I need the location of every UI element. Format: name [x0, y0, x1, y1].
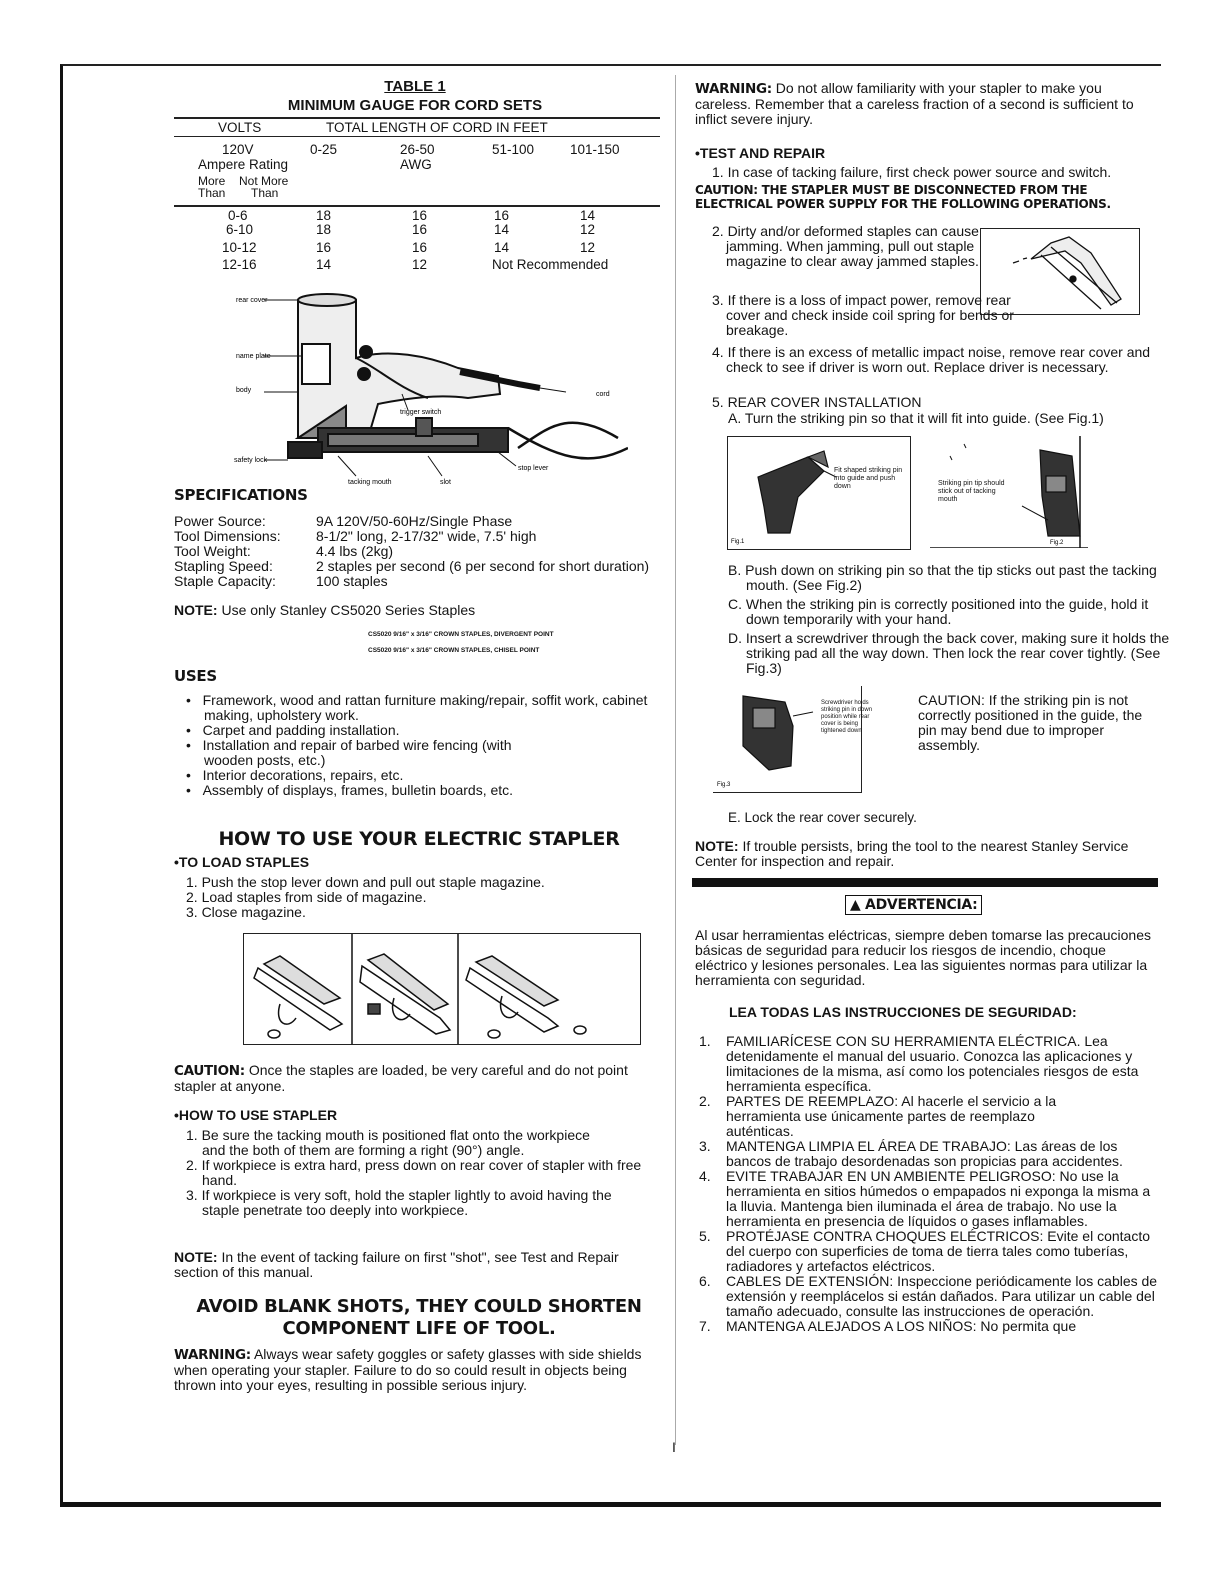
list-item-text: EVITE TRABAJAR EN UN AMBIENTE PELIGROSO: No use la herramienta en sitios húmedos o empapados ni exponga la misma a la lluvia. Mantenga bien iluminada el área de trabajo. No use la herramienta en presencia de líquidos o gases inflamables. — [726, 1168, 1151, 1229]
table-cell: 16 — [412, 222, 428, 237]
more-label: More — [198, 174, 226, 188]
list-number: 6. — [699, 1273, 711, 1289]
range-4: 101-150 — [570, 142, 620, 157]
step-e: E. Lock the rear cover securely. — [728, 810, 917, 825]
spec-row — [174, 559, 664, 574]
list-item-text: Framework, wood and rattan furniture making/repair, soffit work, cabinet making, upholstery work. — [202, 692, 648, 723]
spec-label: Power Source: — [174, 513, 266, 529]
list-item — [695, 1229, 1158, 1274]
table-cell: 12 — [580, 222, 596, 237]
table-rule — [174, 205, 660, 207]
list-item: 3. If workpiece is very soft, hold the stapler lightly to avoid having the staple penetrate too deeply into workpiece. — [186, 1187, 612, 1218]
list-item-text: Assembly of displays, frames, bulletin boards, etc. — [202, 782, 514, 798]
note-label: NOTE: — [695, 838, 739, 854]
table-cell: 14 — [494, 222, 510, 237]
list-item-text: PROTÉJASE CONTRA CHOQUES ELÉCTRICOS: Evite el contacto del cuerpo con superficies de toma de tierra tales como tuberías, radiadores y artefactos eléctricos. — [726, 1228, 1150, 1274]
step-b: B. Push down on striking pin so that the tip sticks out past the tacking mouth. (See Fig.2) — [728, 562, 1157, 593]
label-tacking-mouth: tacking mouth — [348, 479, 392, 486]
fig3-label: Fig.3 — [717, 782, 731, 788]
use-steps — [186, 1128, 648, 1218]
right-warning — [695, 81, 1155, 127]
table-rule — [174, 117, 660, 119]
fig3-caption: Screwdriver holds striking pin in down position while rear cover is being tightened down — [821, 700, 873, 734]
specs-list — [174, 514, 664, 589]
fig2-caption: Striking pin tip should stick out of tacking mouth — [938, 480, 1005, 503]
range-1: 0-25 — [310, 142, 338, 157]
spec-row — [174, 544, 664, 559]
list-item-text: Carpet and padding installation. — [202, 722, 400, 738]
fig1-illustration — [728, 437, 910, 549]
spec-value: 2 staples per second (6 per second for short duration) — [316, 558, 650, 574]
table-cell: 16 — [412, 208, 428, 223]
list-item-text: FAMILIARÍCESE CON SU HERRAMIENTA ELÉCTRICA. Lea detenidamente el manual del usuario. Conozca las aplicaciones y limitaciones de la misma, así como los potenciales riesgos de esta herramienta específica. — [726, 1034, 1139, 1094]
list-item: 2. Load staples from side of magazine. — [186, 889, 427, 905]
uses-heading: USES — [174, 667, 217, 685]
fig1-label: Fig.1 — [731, 539, 745, 545]
list-item: • Interior decorations, repairs, etc. — [186, 767, 404, 783]
table-rule — [174, 136, 660, 137]
table-cell: 16 — [412, 240, 428, 255]
spec-value: 9A 120V/50-60Hz/Single Phase — [316, 513, 513, 529]
table-title: TABLE 1 — [384, 78, 446, 95]
howto-warning — [174, 1347, 654, 1393]
table-cell: Not Recommended — [492, 257, 609, 272]
label-body: body — [236, 387, 252, 394]
col-length: TOTAL LENGTH OF CORD IN FEET — [326, 120, 548, 135]
list-number: 3. — [699, 1138, 711, 1154]
table-cell: 12-16 — [222, 257, 257, 272]
load-staples-illustration — [244, 934, 640, 1044]
step-d: D. Insert a screwdriver through the back cover, making sure it holds the striking pad all the way down. Then lock the rear cover tightly. (See Fig.3) — [728, 631, 1170, 676]
list-item — [695, 1139, 1158, 1169]
caution-text: Once the staples are loaded, be very careful and do not point stapler at anyone. — [174, 1062, 628, 1094]
note-text: Use only Stanley CS5020 Series Staples — [221, 602, 476, 618]
range-2: 26-50 — [400, 142, 435, 157]
list-item-text: Installation and repair of barbed wire fencing (with wooden posts, etc.) — [202, 737, 512, 768]
volts-value: 120V — [222, 142, 254, 157]
label-safety-lock: safety lock — [234, 457, 268, 464]
test-heading: •TEST AND REPAIR — [695, 145, 826, 161]
than-label: Than — [198, 186, 226, 200]
list-item-text: MANTENGA LIMPIA EL ÁREA DE TRABAJO: Las áreas de los bancos de trabajo desordenadas son propicias para accidentes. — [726, 1138, 1123, 1169]
table-row — [174, 240, 664, 257]
table-cell: 14 — [316, 257, 332, 272]
spec-label: Stapling Speed: — [174, 558, 273, 574]
advertencia-box — [845, 895, 982, 915]
list-number: 1. — [699, 1034, 711, 1049]
table-cell: 16 — [316, 240, 332, 255]
label-slot: slot — [440, 479, 451, 486]
list-item: • Assembly of displays, frames, bulletin boards, etc. — [186, 782, 514, 798]
caution-load — [174, 1063, 644, 1094]
note-label: NOTE: — [174, 602, 218, 618]
table-cell: 0-6 — [228, 208, 248, 223]
list-item: • Framework, wood and rattan furniture making/repair, soffit work, cabinet making, upholstery work. — [186, 692, 648, 723]
col-volts: VOLTS — [218, 120, 262, 135]
fig3 — [713, 686, 873, 793]
than-label: Than — [251, 186, 279, 200]
spec-row — [174, 574, 664, 589]
list-item: • Carpet and padding installation. — [186, 722, 400, 738]
warning-text: Always wear safety goggles or safety glasses with side shields when operating your stapler. Failure to do so could result in objects being thrown into your eyes, resulting in possible serious injury. — [174, 1346, 642, 1393]
spec-value: 100 staples — [316, 573, 388, 589]
es-intro: Al usar herramientas eléctricas, siempre deben tomarse las precauciones básicas de seguridad para reducir los riesgos de incendio, choque eléctrico y lesiones personales. Lea las siguientes normas para utilizar la herramienta con seguridad. — [695, 927, 1151, 988]
test-step-4: 4. If there is an excess of metallic impact noise, remove rear cover and check to see if driver is worn out. Replace driver is necessary. — [712, 344, 1151, 375]
ampere-label: Ampere Rating — [198, 157, 289, 172]
spec-label: Tool Weight: — [174, 543, 251, 559]
test-step-1: 1. In case of tacking failure, first check power source and switch. — [712, 165, 1112, 180]
advertencia-label: ADVERTENCIA: — [865, 897, 978, 913]
es-list — [695, 1034, 1158, 1334]
table-cell: 12 — [412, 257, 428, 272]
list-item: 2. If workpiece is extra hard, press down on rear cover of stapler with free hand. — [186, 1157, 642, 1188]
spec-value: 8-1/2" long, 2-17/32" wide, 7.5' high — [316, 528, 537, 544]
list-item — [695, 1094, 1158, 1139]
list-item-text: Interior decorations, repairs, etc. — [202, 767, 404, 783]
list-item — [695, 1274, 1158, 1319]
load-heading: •TO LOAD STAPLES — [174, 854, 310, 870]
spec-label: Staple Capacity: — [174, 573, 276, 589]
avoid-heading-line: AVOID BLANK SHOTS, THEY COULD SHORTEN — [196, 1296, 642, 1317]
list-item: 1. Be sure the tacking mouth is positioned flat onto the workpiece and the both of them are forming a right (90°) angle. — [186, 1127, 590, 1158]
list-item: 3. Close magazine. — [186, 904, 306, 920]
table-cell: 16 — [494, 208, 510, 223]
list-number: 7. — [699, 1318, 711, 1334]
table-body — [174, 208, 664, 273]
list-item: • Installation and repair of barbed wire fencing (with wooden posts, etc.) — [186, 737, 512, 768]
list-number: 5. — [699, 1228, 711, 1244]
table-cell: 10-12 — [222, 240, 257, 255]
table-cell: 18 — [316, 208, 332, 223]
avoid-heading — [174, 1296, 664, 1340]
specs-note — [174, 603, 475, 618]
test-step-2: 2. Dirty and/or deformed staples can cause jamming. When jamming, pull out staple magazine to clear away jammed staples. — [712, 223, 979, 269]
staple-spec-1: CS5020 9/16" x 3/16" CROWN STAPLES, DIVERGENT POINT — [368, 631, 554, 638]
awg-label: AWG — [400, 157, 432, 172]
not-more-label: Not More — [239, 174, 289, 188]
avoid-heading-line: COMPONENT LIFE OF TOOL. — [282, 1318, 556, 1339]
spec-label: Tool Dimensions: — [174, 528, 281, 544]
label-rear-cover: rear cover — [236, 297, 268, 304]
warning-label: WARNING: — [695, 81, 772, 97]
specs-heading: SPECIFICATIONS — [174, 486, 308, 504]
load-staples-figure — [243, 933, 641, 1045]
fig1-caption: Fit shaped striking pin into guide and push down — [834, 467, 903, 490]
staple-spec-2: CS5020 9/16" x 3/16" CROWN STAPLES, CHISEL POINT — [368, 647, 540, 654]
fig2-label: Fig.2 — [1050, 540, 1064, 546]
list-item-text: CABLES DE EXTENSIÓN: Inspeccione periódicamente los cables de extensión y reemplácelos si están dañados. Para utilizar un cable del tamaño adecuado, consulte las instrucciones de operación. — [726, 1273, 1158, 1319]
list-item-text: PARTES DE REEMPLAZO: Al hacerle el servicio a la herramienta use únicamente partes de reemplazo auténticas. — [726, 1093, 1057, 1139]
lea-heading: LEA TODAS LAS INSTRUCCIONES DE SEGURIDAD: — [729, 1004, 1077, 1020]
warning-triangle-icon: ▲ — [850, 897, 861, 913]
column-divider — [675, 75, 676, 1445]
note-text: If trouble persists, bring the tool to the nearest Stanley Service Center for inspection and repair. — [695, 838, 1129, 869]
list-number: 2. — [699, 1093, 711, 1109]
use-heading: •HOW TO USE STAPLER — [174, 1107, 338, 1123]
table-row — [174, 257, 664, 273]
right-note — [695, 839, 1155, 869]
warning-label: WARNING: — [174, 1347, 251, 1363]
label-trigger-switch: trigger switch — [400, 409, 442, 416]
caution-disconnect: CAUTION: THE STAPLER MUST BE DISCONNECTED FROM THE ELECTRICAL POWER SUPPLY FOR THE FOLLOWING OPERATIONS. — [695, 183, 1111, 211]
label-cord: cord — [596, 391, 610, 398]
table-row — [174, 222, 664, 237]
page-number: I — [672, 1439, 676, 1455]
table-cell: 14 — [494, 240, 510, 255]
test-step-5: 5. REAR COVER INSTALLATION — [712, 394, 922, 410]
note-text: In the event of tacking failure on first "shot", see Test and Repair section of this manual. — [174, 1249, 619, 1280]
label-stop-lever: stop lever — [518, 465, 549, 472]
spec-row — [174, 529, 664, 544]
test-step-3: 3. If there is a loss of impact power, remove rear cover and check inside coil spring for bends or breakage. — [712, 292, 1014, 338]
uses-list — [186, 693, 650, 798]
table-cell: 18 — [316, 222, 332, 237]
section-bar — [692, 878, 1158, 887]
table-cell: 12 — [580, 240, 596, 255]
list-number: 4. — [699, 1168, 711, 1184]
step-a: A. Turn the striking pin so that it will fit into guide. (See Fig.1) — [728, 411, 1104, 426]
load-steps — [186, 875, 545, 920]
howto-heading: HOW TO USE YOUR ELECTRIC STAPLER — [218, 828, 620, 850]
range-3: 51-100 — [492, 142, 535, 157]
list-item — [695, 1034, 1158, 1094]
caution-fig3: CAUTION: If the striking pin is not correctly positioned in the guide, the pin may bend due to improper assembly. — [918, 692, 1143, 753]
fig2 — [930, 436, 1088, 548]
stapler-diagram — [228, 288, 628, 488]
fig1 — [727, 436, 911, 550]
label-name-plate: name plate — [236, 353, 271, 360]
list-item — [695, 1169, 1158, 1229]
table-cell: 14 — [580, 208, 596, 223]
table-cell: 6-10 — [226, 222, 254, 237]
list-item: 1. Push the stop lever down and pull out staple magazine. — [186, 874, 545, 890]
warning-text: Do not allow familiarity with your stapler to make you careless. Remember that a careless fraction of a second is sufficient to inflict severe injury. — [695, 80, 1134, 127]
note-label: NOTE: — [174, 1249, 218, 1265]
caution-label: CAUTION: — [174, 1063, 245, 1079]
list-item — [695, 1319, 1158, 1334]
table-row — [174, 208, 664, 222]
spec-value: 4.4 lbs (2kg) — [316, 543, 394, 559]
step-c: C. When the striking pin is correctly positioned into the guide, hold it down temporarily with your hand. — [728, 597, 1149, 627]
spec-row — [174, 514, 664, 529]
list-item-text: MANTENGA ALEJADOS A LOS NIÑOS: No permita que — [726, 1318, 1077, 1334]
table-subtitle: MINIMUM GAUGE FOR CORD SETS — [287, 97, 543, 114]
howto-note — [174, 1250, 644, 1280]
